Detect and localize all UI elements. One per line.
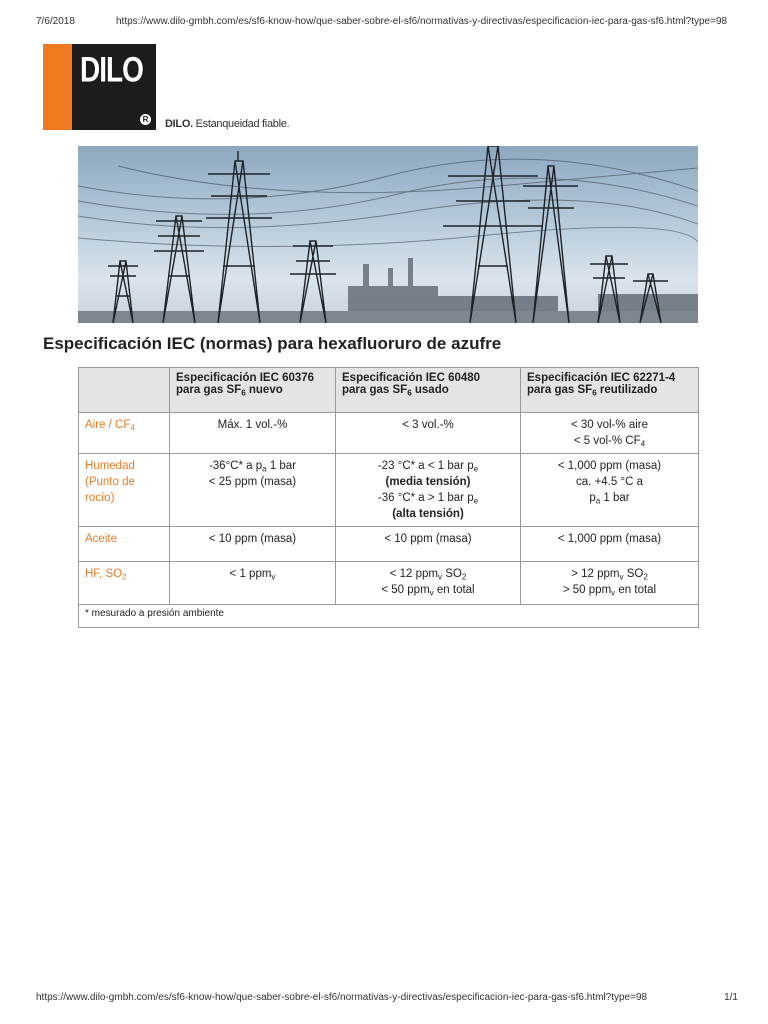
table-row bbox=[79, 527, 699, 562]
table-cell: < 10 ppm (masa) bbox=[170, 527, 336, 562]
table-footnote-row bbox=[79, 605, 699, 628]
print-header bbox=[36, 16, 732, 27]
table-cell: -36°C* a $p_a$ 1 bar < 25 ppm (masa) bbox=[170, 454, 336, 527]
banner-image-power-towers bbox=[78, 146, 698, 323]
print-url: https://www.dilo-gmbh.com/es/sf6-know-how/que-saber-sobre-el-sf6/normativas-y-directivas/especificacion-iec-para-gas-sf6.html?type=98 bbox=[116, 16, 728, 27]
table-cell: < 12 ppm$_v$ $SO_2$ < 50 ppm$_v$ en total bbox=[336, 562, 521, 605]
table-row bbox=[79, 562, 699, 605]
table-row bbox=[79, 413, 699, 454]
table-cell: < 30 vol-% aire < 5 vol-% $CF_4$ bbox=[521, 413, 699, 454]
print-date: 7/6/2018 bbox=[36, 16, 75, 27]
row-label-aire: Aire / $CF_4$ bbox=[79, 413, 170, 454]
registered-mark-icon: R bbox=[140, 114, 151, 125]
row-label-hf-so2: HF, $SO_2$ bbox=[79, 562, 170, 605]
table-cell: < 1,000 ppm (masa) bbox=[521, 527, 699, 562]
row-label-humedad: Humedad (Punto de rocío) bbox=[79, 454, 170, 527]
table-cell: < 1,000 ppm (masa) ca. +4.5 °C a $p_a$ 1 bar bbox=[521, 454, 699, 527]
tagline-text: Estanqueidad fiable. bbox=[195, 118, 290, 130]
logo-wordmark: DILO bbox=[80, 50, 143, 89]
table-header-iec-60480: Especificación IEC 60480 para gas $SF_6$ usado bbox=[336, 368, 521, 413]
page-count: 1/1 bbox=[724, 992, 738, 1003]
table-footnote: * mesurado a presión ambiente bbox=[79, 605, 699, 628]
table-header-iec-62271-4: Especificación IEC 62271-4 para gas $SF_6$ reutilizado bbox=[521, 368, 699, 413]
table-cell: > 12 ppm$_v$ $SO_2$ > 50 ppm$_v$ en total bbox=[521, 562, 699, 605]
iec-spec-table bbox=[78, 367, 699, 628]
table-header-empty bbox=[79, 368, 170, 413]
tagline bbox=[165, 118, 289, 130]
table-row bbox=[79, 454, 699, 527]
tagline-brand: DILO. bbox=[165, 118, 193, 130]
page-title: Especificación IEC (normas) para hexafluoruro de azufre bbox=[43, 334, 502, 353]
table-cell: Máx. 1 vol.-% bbox=[170, 413, 336, 454]
row-label-aceite: Aceite bbox=[79, 527, 170, 562]
dilo-logo[interactable] bbox=[72, 44, 156, 130]
print-footer-url: https://www.dilo-gmbh.com/es/sf6-know-how/que-saber-sobre-el-sf6/normativas-y-directivas/especificacion-iec-para-gas-sf6.html?type=98 bbox=[36, 992, 648, 1003]
logo-accent-bar bbox=[43, 44, 72, 130]
table-cell: < 3 vol.-% bbox=[336, 413, 521, 454]
table-header-row bbox=[79, 368, 699, 413]
table-cell: -23 °C* a < 1 bar $p_e$ (media tensión) -36 °C* a > 1 bar $p_e$ (alta tensión) bbox=[336, 454, 521, 527]
table-cell: < 10 ppm (masa) bbox=[336, 527, 521, 562]
print-footer bbox=[36, 992, 738, 1003]
table-header-iec-60376: Especificación IEC 60376 para gas $SF_6$ nuevo bbox=[170, 368, 336, 413]
table-cell: < 1 ppm$_v$ bbox=[170, 562, 336, 605]
